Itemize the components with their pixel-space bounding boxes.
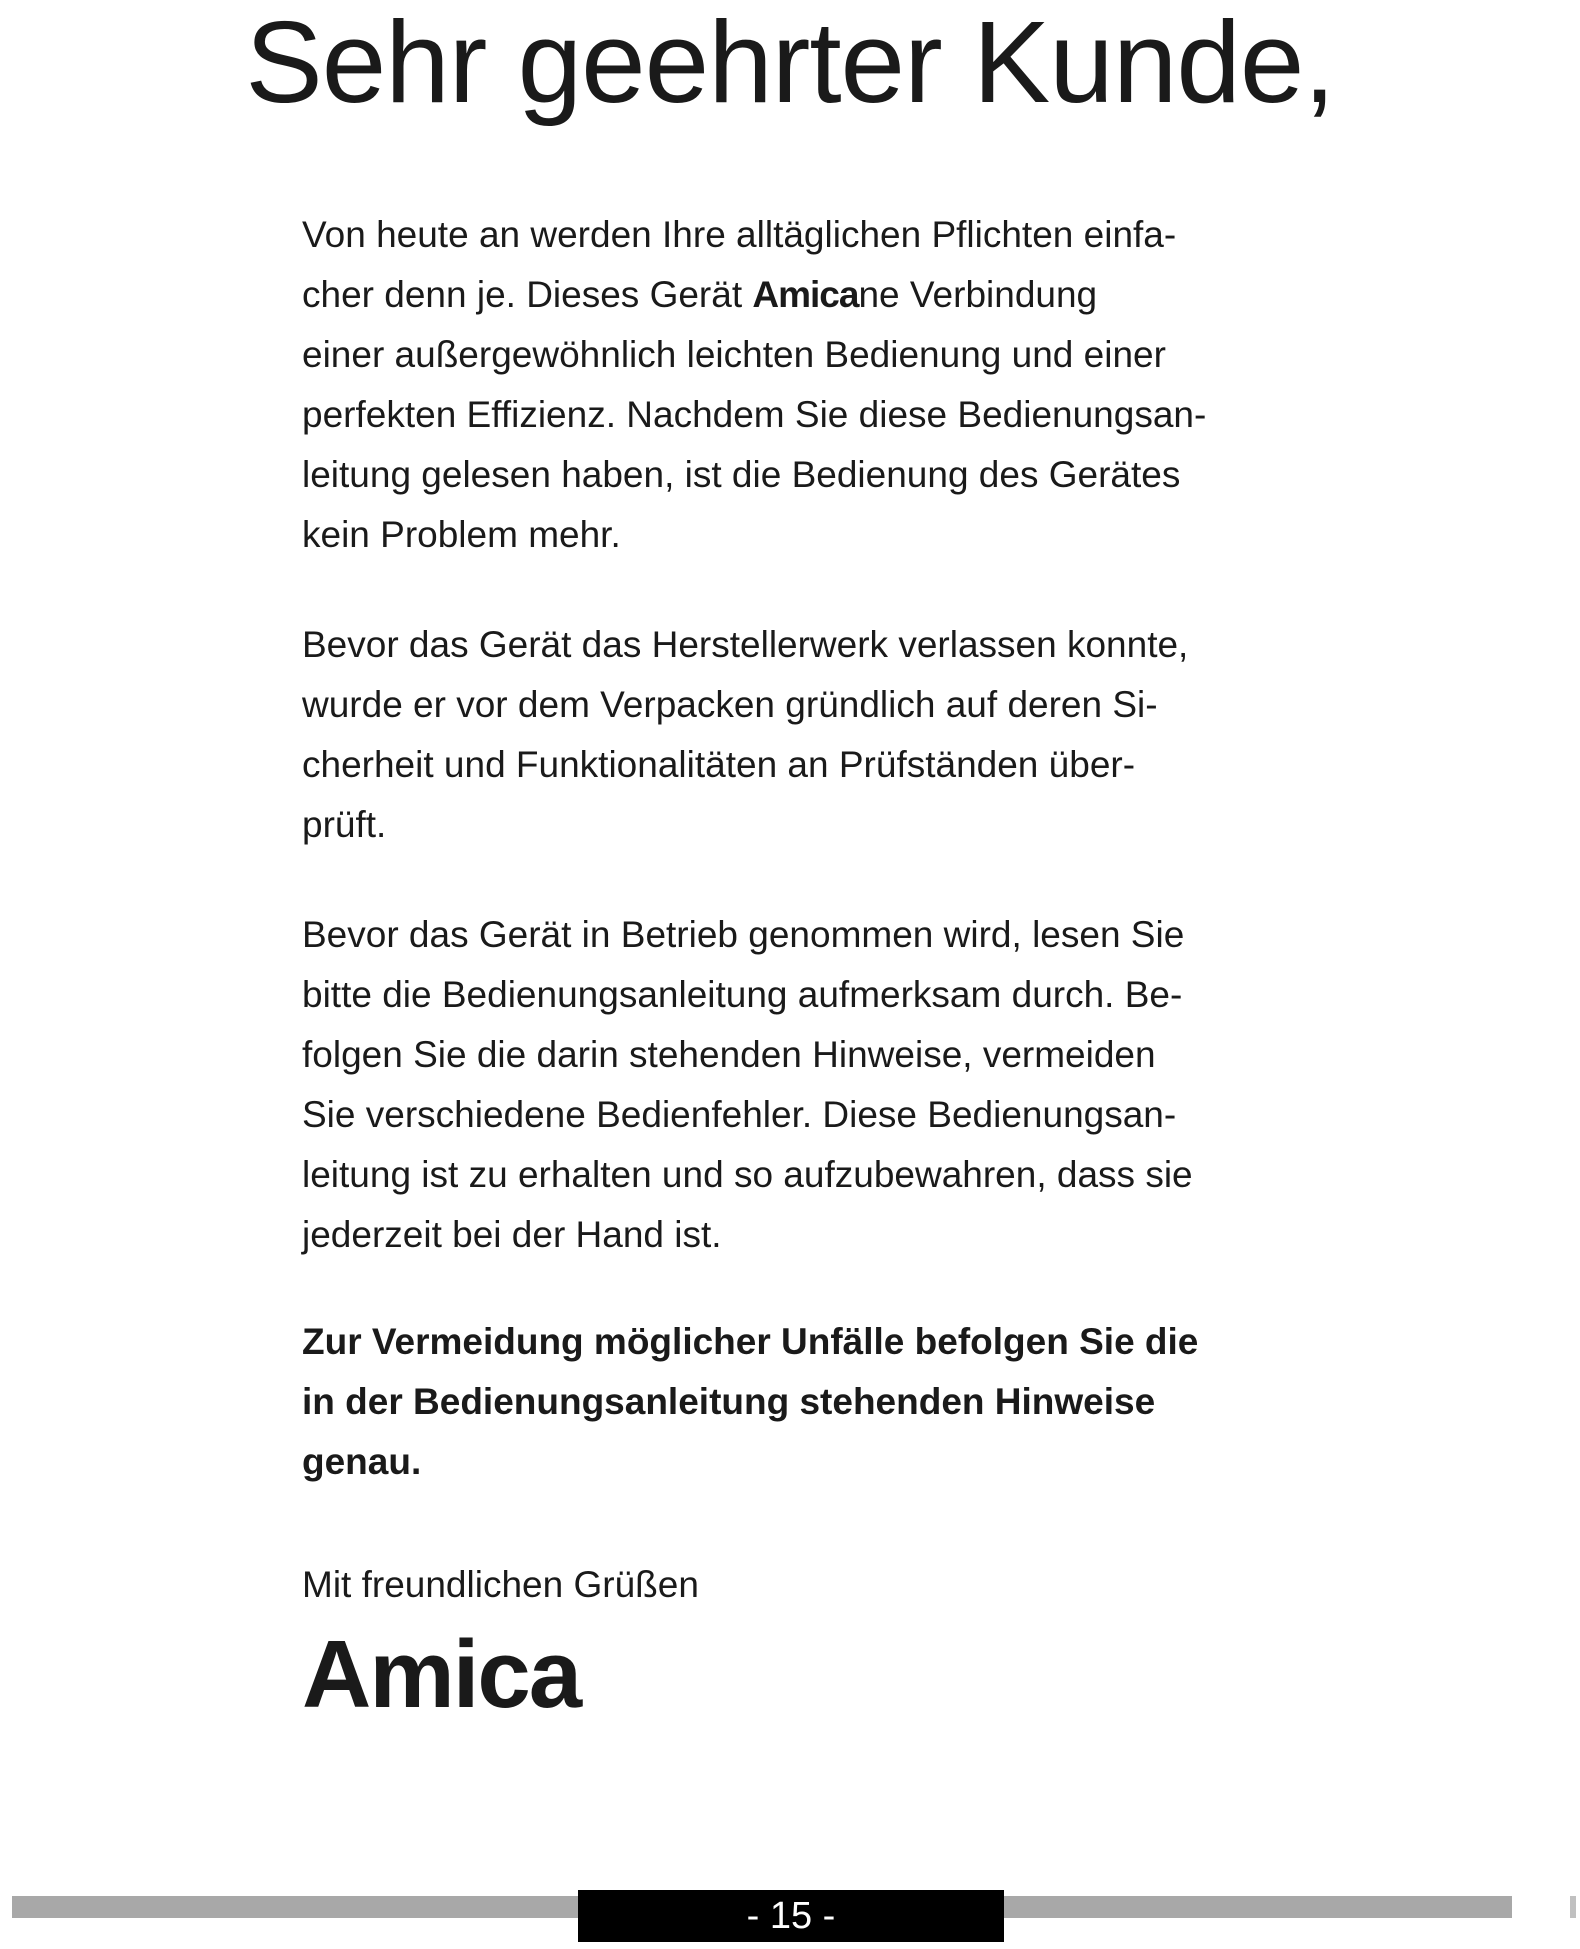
text-line: einer außergewöhnlich leichten Bedienung und einer: [302, 334, 1166, 375]
footer-divider-right: [1002, 1896, 1512, 1918]
text-line: [302, 265, 1206, 325]
page-footer: [0, 1890, 1580, 1949]
text-line: in der Bedienungsanleitung stehenden Hinweise: [302, 1381, 1156, 1422]
text-line: kein Problem mehr.: [302, 514, 621, 555]
text-line: folgen Sie die darin stehenden Hinweise, vermeiden: [302, 1034, 1156, 1075]
closing-salutation: Mit freundlichen Grüßen: [302, 1564, 699, 1605]
quality-paragraph: [302, 615, 1188, 855]
text-line: jederzeit bei der Hand ist.: [302, 1214, 722, 1255]
text-line: wurde er vor dem Verpacken gründlich auf deren Si-: [302, 684, 1158, 725]
text-line: perfekten Effizienz. Nachdem Sie diese Bedienungsan-: [302, 394, 1207, 435]
text-line-tail: ne Verbindung: [858, 274, 1098, 315]
text-line: cherheit und Funktionalitäten an Prüfständen über-: [302, 744, 1136, 785]
footer-edge-mark: [1570, 1896, 1576, 1918]
text-line: Von heute an werden Ihre alltäglichen Pflichten einfa-: [302, 214, 1177, 255]
text-line: leitung gelesen haben, ist die Bedienung des Gerätes: [302, 454, 1181, 495]
safety-warning-paragraph: [302, 1312, 1198, 1492]
footer-divider-left: [12, 1896, 580, 1918]
text-line-start: cher denn je. Dieses Gerät: [302, 274, 753, 315]
page-number: - 15 -: [578, 1890, 1004, 1942]
text-line: Bevor das Gerät das Herstellerwerk verlassen konnte,: [302, 624, 1189, 665]
inline-brand-name: Amica: [752, 274, 859, 315]
instructions-paragraph: [302, 905, 1193, 1265]
intro-paragraph: [302, 205, 1206, 565]
text-line: prüft.: [302, 804, 387, 845]
amica-logo: Amica: [302, 1621, 581, 1728]
page-title: Sehr geehrter Kunde,: [245, 0, 1335, 127]
text-line: bitte die Bedienungsanleitung aufmerksam durch. Be-: [302, 974, 1183, 1015]
text-line: Bevor das Gerät in Betrieb genommen wird, lesen Sie: [302, 914, 1185, 955]
text-line: genau.: [302, 1441, 422, 1482]
text-line: Sie verschiedene Bedienfehler. Diese Bedienungsan-: [302, 1094, 1177, 1135]
text-line: leitung ist zu erhalten und so aufzubewahren, dass sie: [302, 1154, 1193, 1195]
text-line: Zur Vermeidung möglicher Unfälle befolgen Sie die: [302, 1321, 1199, 1362]
